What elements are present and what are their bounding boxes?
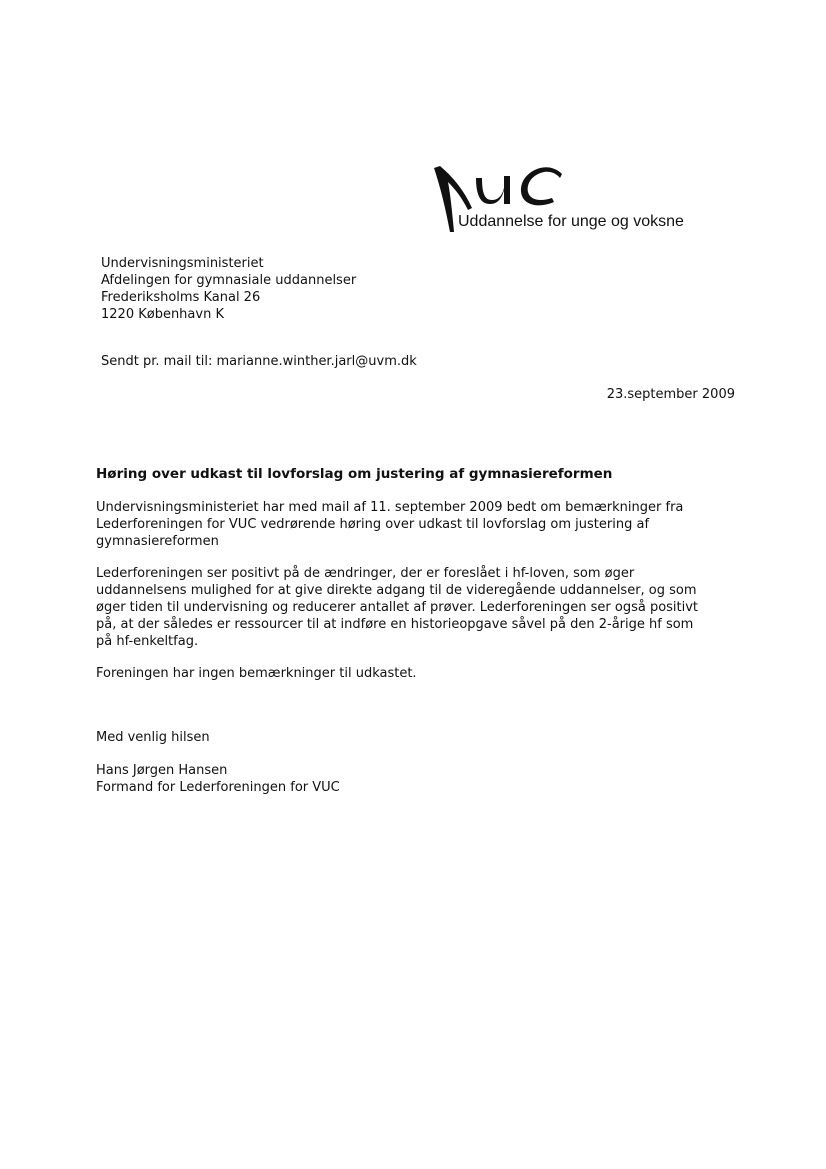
recipient-address <box>101 255 356 323</box>
address-line: Afdelingen for gymnasiale uddannelser <box>101 273 357 288</box>
logo-tagline: Uddannelse for unge og voksne <box>458 213 684 230</box>
paragraph-2 <box>96 565 746 650</box>
paragraph-3 <box>96 665 746 682</box>
paragraph-line: Lederforeningen for VUC vedrørende høring over udkast til lovforslag om justering af <box>96 517 650 532</box>
sent-by-mail-text: Sendt pr. mail til: marianne.winther.jarl@uvm.dk <box>101 354 417 369</box>
signer-title: Formand for Lederforeningen for VUC <box>96 780 340 795</box>
signer-name: Hans Jørgen Hansen <box>96 763 228 778</box>
sent-by-mail-line <box>101 353 417 370</box>
paragraph-1 <box>96 499 746 550</box>
vuc-logo <box>430 160 720 240</box>
paragraph-line: øger tiden til undervisning og reducerer antallet af prøver. Lederforeningen ser også positivt <box>96 600 699 615</box>
paragraph-line: Foreningen har ingen bemærkninger til udkastet. <box>96 666 417 681</box>
paragraph-line: på, at der således er ressourcer til at indføre en historieopgave såvel på den 2-årige hf som <box>96 617 694 632</box>
closing-greeting: Med venlig hilsen <box>96 730 210 745</box>
address-line: Undervisningsministeriet <box>101 256 264 271</box>
paragraph-line: gymnasiereformen <box>96 534 219 549</box>
address-line: Frederiksholms Kanal 26 <box>101 290 261 305</box>
letter-heading: Høring over udkast til lovforslag om justering af gymnasiereformen <box>96 466 613 482</box>
paragraph-line: Undervisningsministeriet har med mail af 11. september 2009 bedt om bemærkninger fra <box>96 500 684 515</box>
address-line: 1220 København K <box>101 307 224 322</box>
paragraph-line: uddannelsens mulighed for at give direkte adgang til de videregående uddannelser, og som <box>96 583 697 598</box>
signature-block <box>96 762 340 796</box>
letter-date: 23.september 2009 <box>606 387 735 402</box>
paragraph-line: Lederforeningen ser positivt på de ændringer, der er foreslået i hf-loven, som øger <box>96 566 635 581</box>
paragraph-line: på hf-enkeltfag. <box>96 634 199 649</box>
